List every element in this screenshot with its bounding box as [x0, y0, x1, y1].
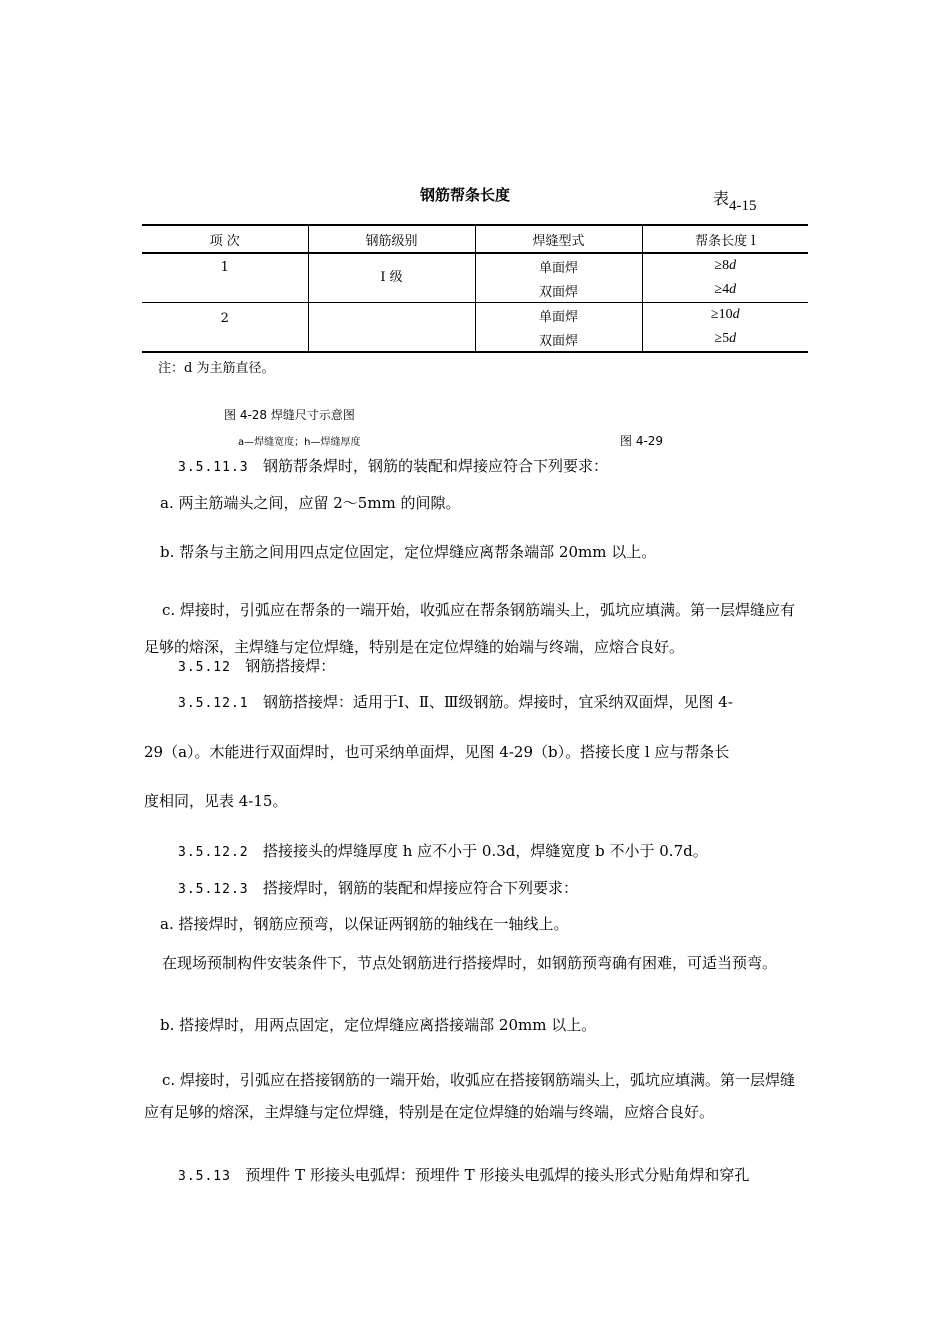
- row1-weld-single: 单面焊: [475, 253, 642, 278]
- item-b-two-point: b. 搭接焊时，用两点固定，定位焊缝应离搭接端部 20mm 以上。: [160, 1016, 597, 1034]
- section-number: 3.5.11.3: [178, 460, 249, 475]
- item-b-tack-weld: b. 帮条与主筋之间用四点定位固定，定位焊缝应离帮条端部 20mm 以上。: [160, 543, 657, 561]
- row2-length-single: ≥10d: [642, 303, 808, 328]
- section-text: 钢筋搭接焊：适用于Ⅰ、Ⅱ、Ⅲ级钢筋。焊接时，宜采纳双面焊，见图 4-: [262, 693, 733, 711]
- table-number: [713, 186, 757, 214]
- row1-length-double: ≥4d: [642, 278, 808, 303]
- section-number: 3.5.12: [178, 660, 231, 675]
- figure-4-28-caption: 图 4-28 焊缝尺寸示意图: [224, 408, 355, 422]
- row2-weld-double: 双面焊: [475, 327, 642, 352]
- section-text: 钢筋帮条焊时，钢筋的装配和焊接应符合下列要求：: [262, 457, 608, 475]
- table-number-prefix: 表: [713, 189, 730, 208]
- row1-grade: Ⅰ 级: [308, 253, 475, 303]
- table-row: [142, 253, 808, 278]
- table-note: 注：d 为主筋直径。: [158, 361, 275, 376]
- row2-item: 2: [220, 311, 229, 326]
- table-row: [142, 303, 808, 328]
- table-title: 钢筋帮条长度: [420, 186, 511, 204]
- section-3-5-12-1-line2: 29（a）。木能进行双面焊时，也可采纳单面焊，见图 4-29（b）。搭接长度 l 应与帮条长: [144, 743, 730, 761]
- header-strap-length: 帮条长度 l: [642, 225, 808, 253]
- table-header-row: [142, 225, 808, 253]
- section-3-5-12-3: [178, 877, 826, 901]
- item-c-arc: c. 焊接时，引弧应在帮条的一端开始，收弧应在帮条钢筋端头上，弧坑应填满。第一层焊缝应有足够的熔深，主焊缝与定位焊缝，特别是在定位焊缝的始端与终端，应熔合良好。: [144, 601, 795, 656]
- item-a-gap: a. 两主筋端头之间，应留 2～5mm 的间隙。: [160, 494, 461, 512]
- header-grade: 钢筋级别: [308, 225, 475, 253]
- figure-4-29-caption: 图 4-29: [620, 434, 664, 448]
- table-number-value: 4-15: [729, 198, 757, 214]
- section-number: 3.5.12.1: [178, 696, 249, 711]
- section-number: 3.5.13: [178, 1169, 231, 1184]
- section-3-5-12-2: [178, 840, 826, 864]
- section-text: 预埋件 T 形接头电弧焊：预埋件 T 形接头电弧焊的接头形式分贴角焊和穿孔: [245, 1166, 750, 1184]
- header-weld-type: 焊缝型式: [475, 225, 642, 253]
- site-prebend-note: 在现场预制构件安装条件下，节点处钢筋进行搭接焊时，如钢筋预弯确有困难，可适当预弯。: [162, 954, 778, 972]
- item-a-prebend: a. 搭接焊时，钢筋应预弯，以保证两钢筋的轴线在一轴线上。: [160, 915, 569, 933]
- header-item: 项 次: [142, 225, 308, 253]
- section-3-5-13: [178, 1164, 808, 1188]
- section-text: 钢筋搭接焊：: [245, 657, 336, 675]
- row1-weld-double: 双面焊: [475, 278, 642, 303]
- section-3-5-12-1-line1: [178, 691, 826, 715]
- row2-grade: [308, 303, 475, 353]
- section-text: 搭接接头的焊缝厚度 h 应不小于 0.3d，焊缝宽度 b 不小于 0.7d。: [262, 842, 708, 860]
- figure-4-28-legend: a—焊缝宽度；h—焊缝厚度: [238, 437, 361, 448]
- section-3-5-11-3: [178, 455, 826, 479]
- section-text: 搭接焊时，钢筋的装配和焊接应符合下列要求：: [262, 879, 578, 897]
- row1-length-single: ≥8d: [642, 253, 808, 278]
- rebar-strap-length-table: [142, 224, 808, 353]
- item-c-lap-arc: c. 焊接时，引弧应在搭接钢筋的一端开始，收弧应在搭接钢筋端头上，弧坑应填满。第一层焊缝应有足够的熔深，主焊缝与定位焊缝，特别是在定位焊缝的始端与终端，应熔合良好。: [144, 1071, 795, 1121]
- section-number: 3.5.12.2: [178, 845, 249, 860]
- row1-item: 1: [142, 253, 308, 303]
- section-3-5-12-1-line3: 度相同，见表 4-15。: [144, 792, 288, 810]
- row2-length-double: ≥5d: [642, 327, 808, 352]
- section-3-5-12: [178, 655, 826, 679]
- section-number: 3.5.12.3: [178, 882, 249, 897]
- row2-weld-single: 单面焊: [475, 303, 642, 328]
